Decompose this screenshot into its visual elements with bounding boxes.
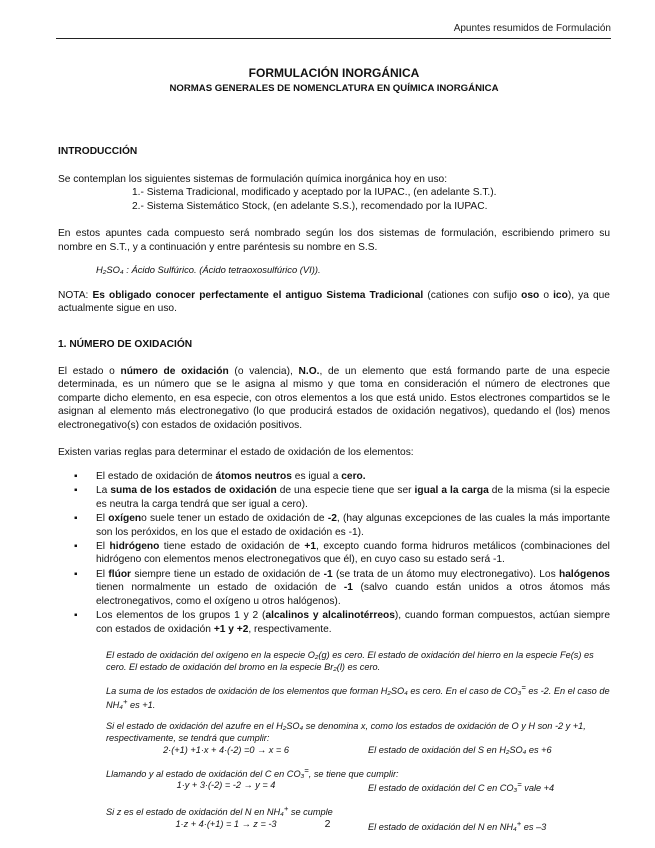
intro-note: NOTA: Es obligado conocer perfectamente el antiguo Sistema Tradicional (cationes con sufijo oso o ico), ya que actualmente sigue en uso.: [58, 289, 610, 315]
rule-hydrogen: ▪ El hidrógeno tiene estado de oxidación de +1, excepto cuando forma hidruros metálicos (combinaciones del hidrógeno con elementos menos electronegativos que él), en cuyo caso su estado será -1.: [96, 540, 610, 567]
example-carbon-equation: 1·y + 3·(-2) = -2 → y = 4 El estado de oxidación del C en CO₃= vale +4: [176, 780, 555, 794]
intro-paragraph-2: En estos apuntes cada compuesto será nombrado según los dos sistemas de formulación, escribiendo primero su nombre en S.T., y a continuación y entre paréntesis su nombre en S.S.: [58, 228, 610, 253]
rule-groups-1-2: ▪ Los elementos de los grupos 1 y 2 (alcalinos y alcalinotérreos), cuando forman compuestos, actúan siempre con estados de oxidación +1 y +2, respectivamente.: [96, 609, 610, 636]
running-header: Apuntes resumidos de Formulación: [56, 22, 611, 39]
example-nitrogen-equation: 1·z + 4·(+1) = 1 → z = -3 El estado de oxidación del N en NH₄+ es –3: [175, 819, 547, 833]
section1-paragraph-2: Existen varias reglas para determinar el estado de oxidación de los elementos:: [58, 447, 414, 459]
example-formula: H₂SO₄ :: [96, 264, 129, 276]
rule-oxygen: ▪ El oxígeno suele tener un estado de oxidación de -2, (hay algunas excepciones de las cuales la más importante son los peróxidos, en los que el estado de oxidación es -1).: [96, 512, 610, 539]
page-content: [58, 66, 610, 834]
example-names: Ácido Sulfúrico. (Ácido tetraoxosulfúrico (VI)).: [131, 264, 321, 276]
intro-example: [58, 264, 610, 276]
rules-list: [58, 470, 610, 636]
example-zero-states: El estado de oxidación del oxígeno en la especie O₂(g) es cero. El estado de oxidación del hierro en la especie Fe(s) es cero. El estado de oxidación del bromo en la especie Br₂(l) es cero.: [106, 650, 594, 672]
intro-system-2: 2.- Sistema Sistemático Stock, (en adelante S.S.), recomendado por la IUPAC.: [132, 200, 488, 212]
example-sulfur-equation: 2·(+1) +1·x + 4·(-2) =0 → x = 6 El estado de oxidación del S en H₂SO₄ es +6: [163, 744, 552, 755]
example-sulfur-intro: Si el estado de oxidación del azufre en el H₂SO₄ se denomina x, como los estados de oxidación de O y H son -2 y +1, respectivamente, se tendrá que cumplir:: [106, 721, 586, 744]
rule-sum-charge: ▪ La suma de los estados de oxidación de una especie tiene que ser igual a la carga de la misma (si la especie es neutra la carga tendrá que ser igual a cero).: [96, 484, 610, 511]
section1-heading: 1. NÚMERO DE OXIDACIÓN: [58, 338, 193, 350]
intro-heading: INTRODUCCIÓN: [58, 146, 138, 158]
document-subtitle: NORMAS GENERALES DE NOMENCLATURA EN QUÍMICA INORGÁNICA: [169, 82, 499, 94]
example-carbon-intro: Llamando y al estado de oxidación del C en CO₃=, se tiene que cumplir:: [106, 765, 399, 779]
example-nitrogen-intro: Si z es el estado de oxidación del N en NH₄+ se cumple: [106, 804, 333, 818]
intro-system-1: 1.- Sistema Tradicional, modificado y aceptado por la IUPAC., (en adelante S.T.).: [132, 187, 497, 199]
intro-lead: Se contemplan los siguientes sistemas de formulación química inorgánica hoy en uso:: [58, 173, 448, 185]
examples-block: [58, 650, 610, 834]
example-sum-states: La suma de los estados de oxidación de los elementos que forman H₂SO₄ es cero. En el caso de CO₃= es -2. En el caso de NH₄+ es +1.: [106, 682, 610, 711]
section1-paragraph-1: El estado o número de oxidación (o valencia), N.O., de un elemento que está formando parte de una especie determinada, es un número que se le asigna al mismo y que toma en consideración el número de electrones que comparte dicho elemento, en esa especie, con otros elementos a los que está unido. Estos electrones compartidos se le asignan al elemento más electronegativo (lo que producirá estados de oxidación negativos), quedando el (los) menos electronegativo(s) con estados de oxidación positivos.: [58, 365, 610, 431]
page-number: 2: [324, 818, 331, 830]
rule-neutral-atoms: ▪ El estado de oxidación de átomos neutros es igual a cero.: [96, 470, 610, 483]
rule-fluorine-halogens: ▪ El flúor siempre tiene un estado de oxidación de -1 (se trata de un átomo muy electronegativo). Los halógenos tienen normalmente un estado de oxidación de -1 (salvo cuando están unidos a otros átomos más electronegativos, como el oxígeno u otros halógenos).: [96, 568, 610, 608]
document-title: FORMULACIÓN INORGÁNICA: [248, 66, 420, 80]
